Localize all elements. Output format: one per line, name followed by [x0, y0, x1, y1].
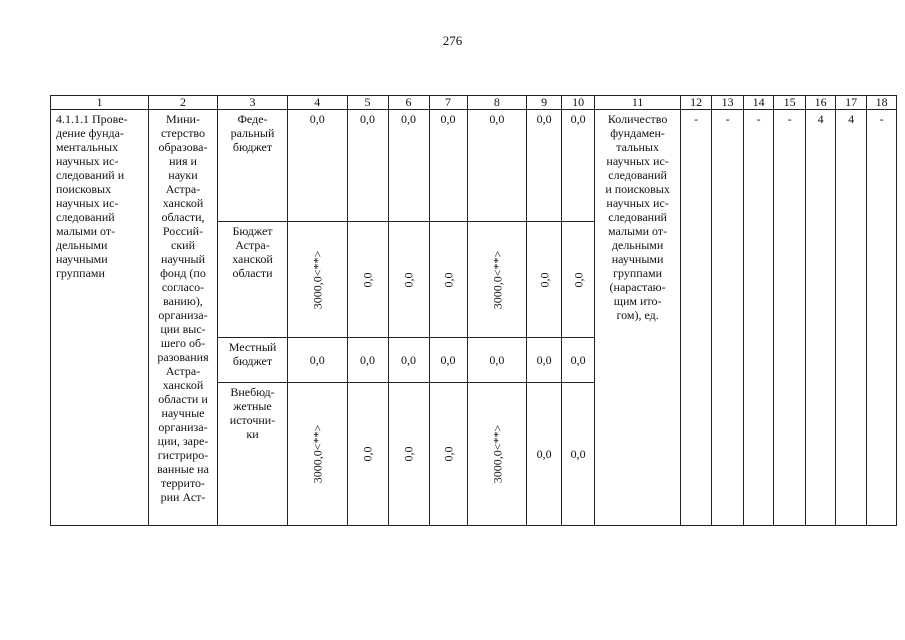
activity-name-cell: 4.1.1.1 Прове- дение фунда- ментальных научных ис- следований и поисковых научных ис- следований малыми от- дельными научными группами — [51, 110, 149, 526]
value-cell: 0,0 — [388, 110, 429, 222]
indicator-value-cell: - — [712, 110, 744, 526]
value-cell: 0,0 — [288, 338, 348, 383]
column-number: 3 — [218, 96, 288, 110]
column-number: 10 — [562, 96, 595, 110]
column-number: 8 — [467, 96, 527, 110]
column-number: 1 — [51, 96, 149, 110]
indicator-value-cell: - — [681, 110, 712, 526]
value-cell: 3000,0<**> — [467, 383, 527, 526]
value-cell: 0,0 — [388, 222, 429, 338]
value-cell: 0,0 — [388, 338, 429, 383]
funding-source-cell: Местный бюджет — [218, 338, 288, 383]
column-number: 5 — [347, 96, 388, 110]
value-cell: 0,0 — [527, 338, 562, 383]
value-cell: 0,0 — [429, 110, 467, 222]
indicator-cell: Количество фундамен- тальных научных ис- следований и поисковых научных ис- следований малыми от- дельными научными группами (нарастаю- щим ито- гом), ед. — [595, 110, 681, 526]
column-number: 2 — [149, 96, 218, 110]
funding-source-cell: Феде- ральный бюджет — [218, 110, 288, 222]
value-cell: 0,0 — [347, 110, 388, 222]
value-cell: 0,0 — [562, 110, 595, 222]
value-cell: 0,0 — [467, 338, 527, 383]
funding-row-federal — [51, 110, 897, 222]
column-number: 7 — [429, 96, 467, 110]
value-cell: 0,0 — [467, 110, 527, 222]
value-cell: 0,0 — [288, 110, 348, 222]
page-number: 276 — [442, 33, 463, 48]
value-cell: 0,0 — [562, 383, 595, 526]
executor-cell: Мини- стерство образова- ния и науки Астра- ханской области, Россий- ский научный фонд (по согласо- ванию), организа- ции выс- шего об- разования Астра- ханской области и научные организа- ции, заре- гистриро- ванные на террито- рии Аст- — [149, 110, 218, 526]
funding-source-cell: Внебюд- жетные источни- ки — [218, 383, 288, 526]
value-cell: 0,0 — [562, 338, 595, 383]
column-number: 15 — [774, 96, 806, 110]
indicator-value-cell: - — [867, 110, 897, 526]
column-number: 4 — [288, 96, 348, 110]
column-number: 11 — [595, 96, 681, 110]
value-cell: 0,0 — [562, 222, 595, 338]
value-cell: 0,0 — [527, 222, 562, 338]
column-number: 18 — [867, 96, 897, 110]
column-number: 14 — [744, 96, 774, 110]
value-cell: 0,0 — [388, 383, 429, 526]
indicator-value-cell: - — [744, 110, 774, 526]
column-number-row — [51, 96, 897, 110]
column-number: 12 — [681, 96, 712, 110]
value-cell: 0,0 — [429, 383, 467, 526]
column-number: 9 — [527, 96, 562, 110]
column-number: 13 — [712, 96, 744, 110]
value-cell: 0,0 — [347, 383, 388, 526]
funding-source-cell: Бюджет Астра- ханской области — [218, 222, 288, 338]
value-cell: 3000,0<**> — [288, 222, 348, 338]
value-cell: 0,0 — [429, 222, 467, 338]
column-number: 6 — [388, 96, 429, 110]
value-cell: 3000,0<**> — [467, 222, 527, 338]
column-number: 16 — [806, 96, 836, 110]
program-table — [50, 95, 897, 526]
value-cell: 0,0 — [527, 110, 562, 222]
value-cell: 0,0 — [527, 383, 562, 526]
value-cell: 3000,0<**> — [288, 383, 348, 526]
indicator-value-cell: 4 — [836, 110, 867, 526]
indicator-value-cell: 4 — [806, 110, 836, 526]
value-cell: 0,0 — [347, 222, 388, 338]
indicator-value-cell: - — [774, 110, 806, 526]
value-cell: 0,0 — [429, 338, 467, 383]
column-number: 17 — [836, 96, 867, 110]
value-cell: 0,0 — [347, 338, 388, 383]
